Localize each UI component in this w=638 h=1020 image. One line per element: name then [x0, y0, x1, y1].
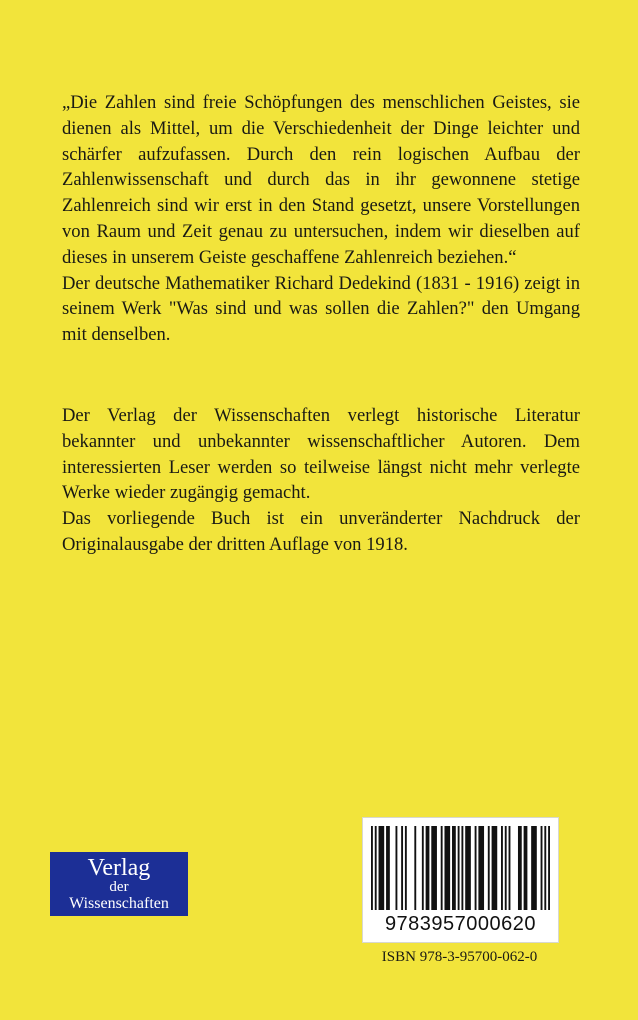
barcode-bar [444, 826, 450, 910]
barcode-bar [405, 826, 407, 910]
barcode-bar [548, 826, 550, 910]
quote-block [62, 90, 580, 348]
barcode [362, 817, 559, 943]
reprint-note-paragraph: Das vorliegende Buch ist ein unveränderter Nachdruck der Originalausgabe der dritten Auflage von 1918. [62, 508, 580, 555]
barcode-bars [371, 826, 550, 910]
barcode-bar [371, 826, 373, 910]
barcode-bar [431, 826, 437, 910]
barcode-bar [544, 826, 546, 910]
barcode-bar [501, 826, 503, 910]
isbn-label: ISBN 978-3-95700-062-0 [381, 949, 538, 965]
barcode-bar [422, 826, 424, 910]
barcode-bar [492, 826, 498, 910]
barcode-bar [426, 826, 430, 910]
barcode-bar [465, 826, 471, 910]
publisher-block [62, 403, 580, 558]
barcode-bar [518, 826, 522, 910]
barcode-bar [524, 826, 528, 910]
barcode-bar [531, 826, 537, 910]
dedekind-quote-paragraph: „Die Zahlen sind freie Schöpfungen des menschlichen Geistes, sie dienen als Mittel, um die Verschiedenheit der Dinge leichter und schärfer aufzufassen. Durch den rein logischen Aufbau der Zahlenwissenschaft und durch das in ihr gewonnene stetige Zahlenreich sind wir erst in den Stand gesetzt, unsere Vorstellungen von Raum und Zeit genau zu untersuchen, indem wir dieselben auf dieses in unserem Geiste geschaffene Zahlenreich beziehen.“ [62, 92, 580, 268]
barcode-bar [452, 826, 456, 910]
barcode-bar [375, 826, 377, 910]
barcode-bar [488, 826, 490, 910]
barcode-bar [379, 826, 385, 910]
barcode-bar [461, 826, 463, 910]
logo-line-der: der [109, 879, 129, 895]
barcode-bar [414, 826, 416, 910]
barcode-bar [386, 826, 390, 910]
barcode-bar [478, 826, 484, 910]
barcode-bar [475, 826, 477, 910]
barcode-bar [458, 826, 460, 910]
barcode-bar [395, 826, 397, 910]
barcode-bar [401, 826, 403, 910]
logo-line-wissenschaften: Wissenschaften [69, 895, 169, 912]
dedekind-description-paragraph: Der deutsche Mathematiker Richard Dedekind (1831 - 1916) zeigt in seinem Werk "Was sind und was sollen die Zahlen?" den Umgang mit denselben. [62, 272, 580, 346]
logo-line-verlag: Verlag [87, 855, 151, 881]
publisher-logo [50, 852, 188, 916]
barcode-bar [441, 826, 443, 910]
barcode-number: 9783957000620 [384, 913, 537, 935]
barcode-bar [505, 826, 507, 910]
barcode-bar [541, 826, 543, 910]
publisher-description-paragraph: Der Verlag der Wissenschaften verlegt historische Literatur bekannter und unbekannter wissenschaftlicher Autoren. Dem interessierten Leser werden so teilweise längst nicht mehr verlegte Werke wieder zugängig gemacht. [62, 405, 580, 504]
barcode-bar [509, 826, 511, 910]
